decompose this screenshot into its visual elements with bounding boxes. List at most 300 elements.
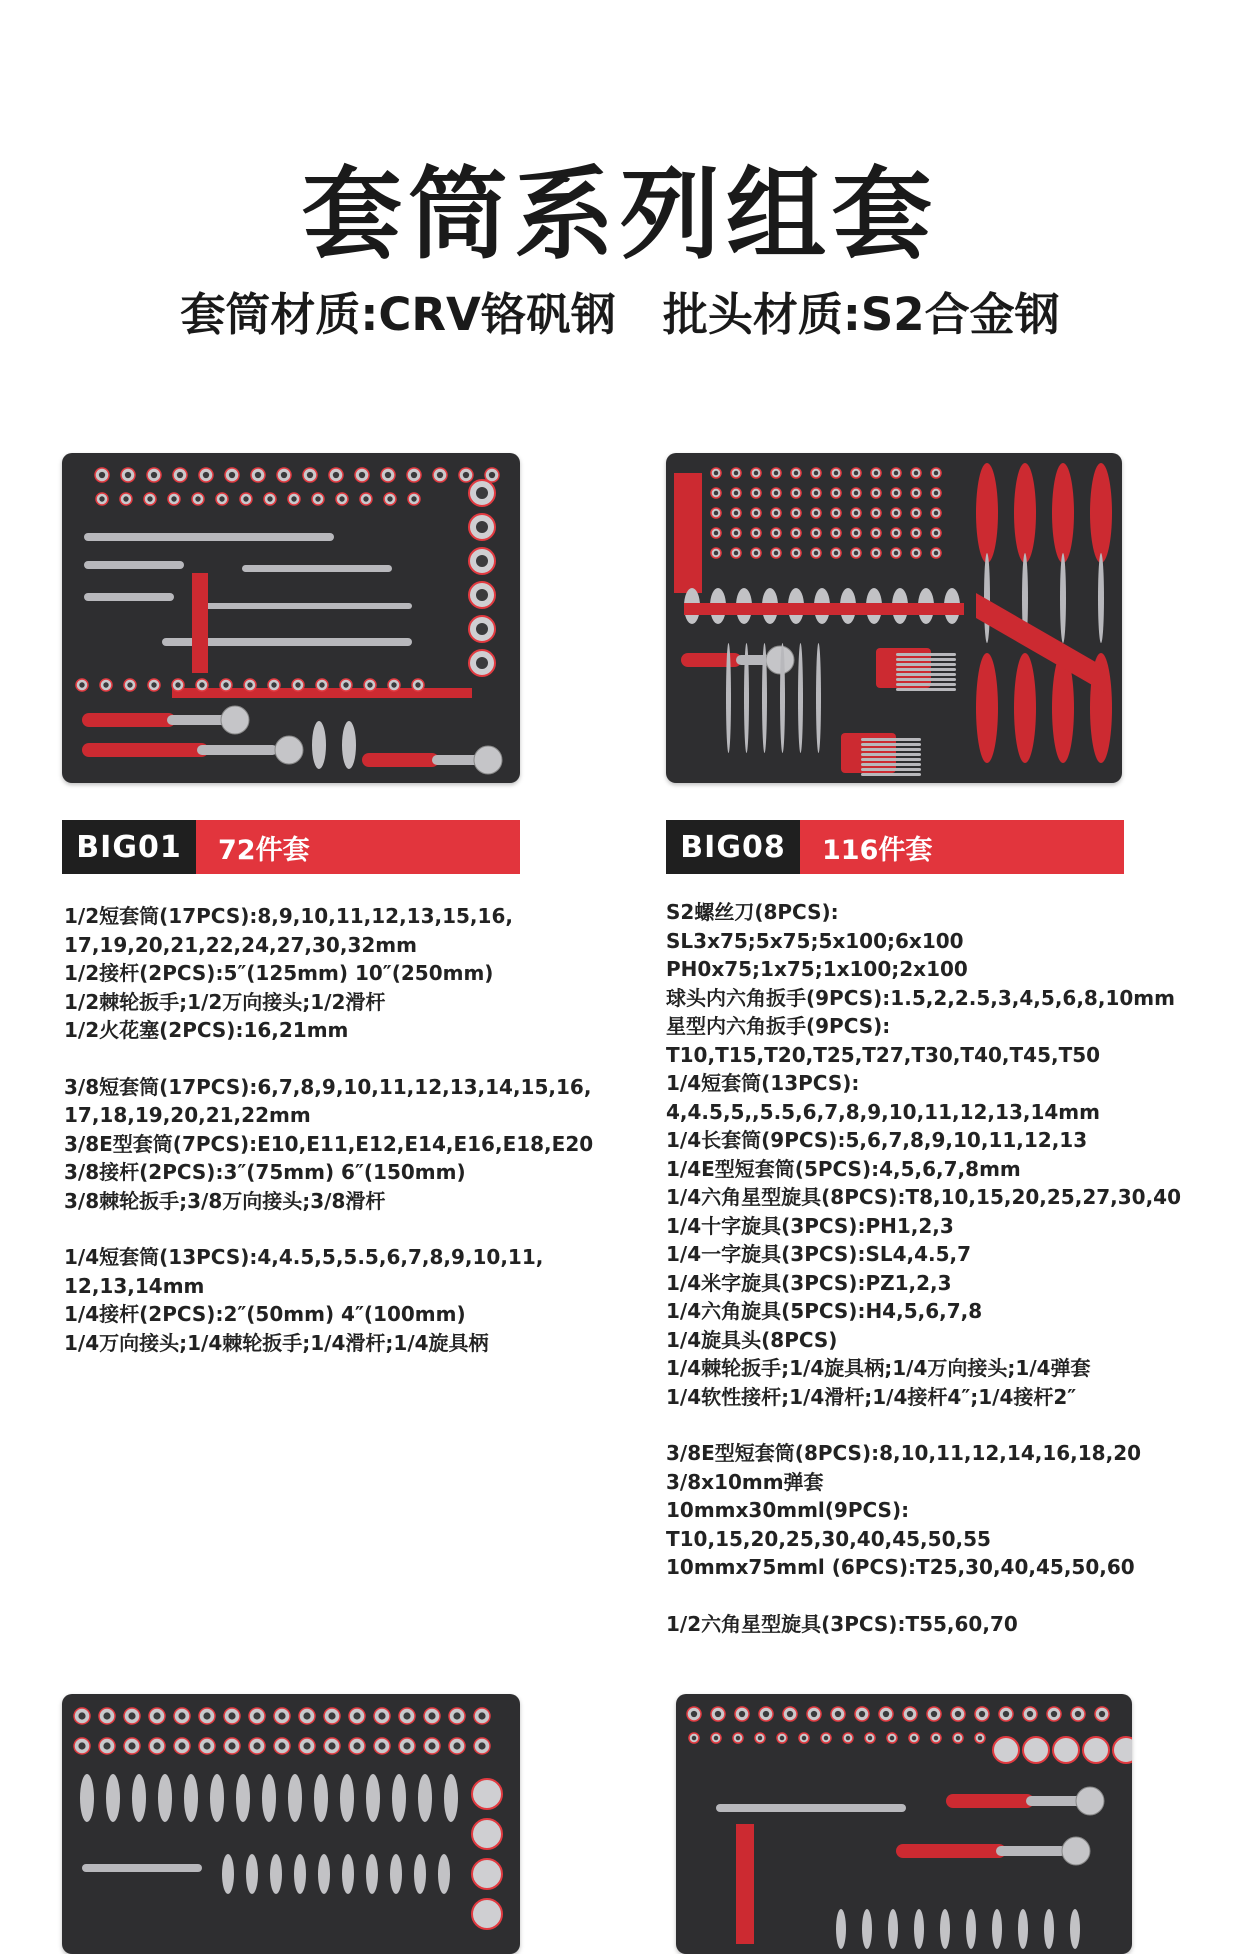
spec-line: 1/4六角旋具(5PCS):H4,5,6,7,8: [666, 1299, 983, 1323]
socket-hole: [255, 472, 261, 478]
socket-hole: [437, 472, 443, 478]
long-socket-icon: [992, 1909, 1002, 1949]
socket-hole: [811, 1711, 817, 1717]
spec-line: 1/4软性接杆;1/4滑杆;1/4接杆4″;1/4接杆2″: [666, 1384, 1077, 1409]
long-socket-icon: [1070, 1909, 1080, 1949]
large-socket-icon: [993, 1737, 1019, 1763]
long-socket-icon: [236, 1774, 250, 1822]
socket-hole: [151, 472, 157, 478]
long-socket-icon: [366, 1774, 380, 1822]
ratchet-handle: [681, 653, 742, 667]
extension-bar: [242, 565, 392, 572]
large-socket-icon: [1113, 1737, 1132, 1763]
spec-line: 1/4米字旋具(3PCS):PZ1,2,3: [666, 1270, 952, 1295]
socket-hole: [854, 491, 859, 496]
socket-hole: [243, 496, 248, 501]
piece-count: 72件套: [196, 820, 520, 874]
socket-hole: [914, 491, 919, 496]
ratchet-handle: [362, 753, 439, 767]
socket-hole: [103, 682, 108, 687]
socket-hole: [476, 521, 488, 533]
socket-hole: [814, 511, 819, 516]
extension-bar: [84, 561, 184, 569]
ratchet-head-icon: [275, 736, 303, 764]
socket-hole: [178, 1742, 185, 1749]
spec-line: 1/2火花塞(2PCS):16,21mm: [64, 1018, 349, 1042]
socket-hole: [291, 496, 296, 501]
socket-hole: [814, 551, 819, 556]
large-socket-icon: [472, 1899, 502, 1929]
socket-hole: [754, 511, 759, 516]
bit-driver-shaft: [816, 643, 821, 753]
spec-line: SL3x75;5x75;5x100;6x100: [666, 928, 964, 953]
spec-line: 星型内六角扳手(9PCS):: [666, 1014, 891, 1038]
socket-hole: [343, 682, 348, 687]
screwdriver-handle: [1090, 463, 1112, 563]
socket-hole: [846, 1736, 851, 1741]
long-socket-icon: [318, 1854, 330, 1894]
spec-line: 1/4E型短套筒(5PCS):4,5,6,7,8mm: [666, 1156, 1021, 1181]
spec-list-big01: [64, 902, 593, 1357]
socket-hole: [894, 531, 899, 536]
socket-hole: [103, 1712, 110, 1719]
long-socket-icon: [288, 1774, 302, 1822]
socket-hole: [934, 491, 939, 496]
long-socket-icon: [390, 1854, 402, 1894]
spec-group-gap: [666, 1411, 1181, 1439]
hex-key: [896, 673, 956, 676]
socket-hole: [476, 487, 488, 499]
large-socket-icon: [472, 1859, 502, 1889]
long-socket-icon: [106, 1774, 120, 1822]
socket-hole: [874, 531, 879, 536]
socket-hole: [177, 472, 183, 478]
socket-hole: [734, 511, 739, 516]
socket-hole: [914, 511, 919, 516]
product-label-big01: [62, 820, 520, 874]
socket-hole: [780, 1736, 785, 1741]
socket-hole: [378, 1712, 385, 1719]
spec-line: 1/2短套筒(17PCS):8,9,10,11,12,13,15,16,: [64, 904, 513, 928]
socket-hole: [934, 471, 939, 476]
socket-hole: [428, 1742, 435, 1749]
hex-key: [861, 748, 921, 751]
socket-hole: [874, 511, 879, 516]
socket-hole: [476, 555, 488, 567]
socket-hole: [247, 682, 252, 687]
long-socket-icon: [270, 1854, 282, 1894]
socket-hole: [228, 1742, 235, 1749]
socket-hole: [854, 551, 859, 556]
socket-hole: [353, 1742, 360, 1749]
hex-key: [861, 763, 921, 766]
ratchet-shaft: [1026, 1796, 1082, 1806]
spark-plug-socket: [312, 721, 326, 769]
spec-line: 1/4六角星型旋具(8PCS):T8,10,15,20,25,27,30,40: [666, 1185, 1182, 1209]
socket-hole: [914, 531, 919, 536]
spec-line: PH0x75;1x75;1x100;2x100: [666, 957, 968, 981]
socket-hole: [128, 1742, 135, 1749]
socket-hole: [890, 1736, 895, 1741]
spec-line: 3/8短套筒(17PCS):6,7,8,9,10,11,12,13,14,15,16,: [64, 1074, 592, 1099]
socket-hole: [359, 472, 365, 478]
large-socket-icon: [1083, 1737, 1109, 1763]
long-socket-icon: [132, 1774, 146, 1822]
bit-driver-shaft: [726, 643, 731, 753]
socket-hole: [834, 551, 839, 556]
socket-hole: [203, 1712, 210, 1719]
socket-hole: [794, 491, 799, 496]
socket-hole: [834, 511, 839, 516]
ratchet-shaft: [197, 745, 278, 755]
socket-hole: [295, 682, 300, 687]
hex-key: [896, 688, 956, 691]
socket-hole: [153, 1712, 160, 1719]
long-socket-icon: [314, 1774, 328, 1822]
screwdriver-shaft: [1060, 553, 1066, 643]
spec-line: T10,T15,T20,T25,T27,T30,T40,T45,T50: [666, 1042, 1101, 1067]
socket-hole: [754, 491, 759, 496]
long-socket-icon: [1044, 1909, 1054, 1949]
large-socket-icon: [472, 1819, 502, 1849]
spec-group-gap: [64, 1215, 593, 1243]
large-socket-icon: [1053, 1737, 1079, 1763]
long-socket-icon: [80, 1774, 94, 1822]
socket-hole: [199, 682, 204, 687]
screwdriver-handle: [976, 653, 998, 763]
screwdriver-shaft: [984, 553, 990, 643]
socket-hole: [278, 1742, 285, 1749]
socket-hole: [391, 682, 396, 687]
socket-hole: [339, 496, 344, 501]
spark-plug-socket: [342, 721, 356, 769]
screwdriver-handle: [1052, 463, 1074, 563]
bit-driver-shaft: [744, 643, 749, 753]
socket-hole: [476, 623, 488, 635]
socket-hole: [378, 1742, 385, 1749]
spec-line: 3/8E型套筒(7PCS):E10,E11,E12,E14,E16,E18,E20: [64, 1131, 594, 1156]
socket-hole: [411, 472, 417, 478]
spec-line: 1/4长套筒(9PCS):5,6,7,8,9,10,11,12,13: [666, 1128, 1088, 1152]
socket-hole: [835, 1711, 841, 1717]
socket-hole: [123, 496, 128, 501]
long-socket-icon: [836, 1909, 846, 1949]
socket-hole: [476, 657, 488, 669]
socket-hole: [203, 1742, 210, 1749]
socket-hole: [1027, 1711, 1033, 1717]
page-title: 套筒系列组套: [302, 156, 938, 273]
long-socket-icon: [414, 1854, 426, 1894]
long-socket-icon: [914, 1909, 924, 1949]
socket-hole: [387, 496, 392, 501]
spec-list-big08: [666, 898, 1181, 1638]
socket-hole: [859, 1711, 865, 1717]
socket-hole: [281, 472, 287, 478]
socket-hole: [489, 472, 495, 478]
socket-hole: [78, 1712, 85, 1719]
socket-hole: [883, 1711, 889, 1717]
long-socket-icon: [158, 1774, 172, 1822]
socket-hole: [934, 1736, 939, 1741]
long-socket-icon: [222, 1854, 234, 1894]
socket-hole: [253, 1712, 260, 1719]
long-socket-icon: [340, 1774, 354, 1822]
socket-hole: [99, 472, 105, 478]
socket-hole: [934, 551, 939, 556]
socket-hole: [734, 551, 739, 556]
long-socket-icon: [1018, 1909, 1028, 1949]
bit-driver-shaft: [798, 643, 803, 753]
long-socket-icon: [418, 1774, 432, 1822]
hex-key: [896, 653, 956, 656]
long-socket-icon: [184, 1774, 198, 1822]
socket-hole: [814, 491, 819, 496]
socket-hole: [223, 682, 228, 687]
hex-key: [861, 753, 921, 756]
extension-bar: [82, 1864, 202, 1872]
socket-hole: [151, 682, 156, 687]
ratchet-head-icon: [1062, 1837, 1090, 1865]
socket-hole: [894, 471, 899, 476]
socket-hole: [228, 1712, 235, 1719]
socket-hole: [802, 1736, 807, 1741]
spec-line: S2螺丝刀(8PCS):: [666, 900, 839, 924]
socket-hole: [1075, 1711, 1081, 1717]
socket-hole: [774, 511, 779, 516]
socket-hole: [153, 1742, 160, 1749]
spec-line: 1/4短套筒(13PCS):: [666, 1071, 860, 1095]
socket-hole: [774, 471, 779, 476]
socket-hole: [478, 1742, 485, 1749]
socket-hole: [824, 1736, 829, 1741]
socket-hole: [955, 1711, 961, 1717]
ratchet-handle: [82, 743, 209, 757]
screwdriver-handle: [1014, 463, 1036, 563]
socket-hole: [1099, 1711, 1105, 1717]
product-image-big01: [62, 453, 520, 783]
long-socket-icon: [966, 1909, 976, 1949]
long-socket-icon: [210, 1774, 224, 1822]
socket-hole: [253, 1742, 260, 1749]
socket-hole: [315, 496, 320, 501]
hex-key: [896, 668, 956, 671]
socket-hole: [758, 1736, 763, 1741]
socket-hole: [739, 1711, 745, 1717]
socket-hole: [385, 472, 391, 478]
socket-hole: [363, 496, 368, 501]
long-socket-icon: [262, 1774, 276, 1822]
socket-hole: [453, 1712, 460, 1719]
socket-hole: [774, 531, 779, 536]
socket-hole: [714, 531, 719, 536]
long-socket-icon: [246, 1854, 258, 1894]
socket-hole: [307, 472, 313, 478]
tool-tray-illustration: [62, 453, 520, 783]
socket-hole: [303, 1712, 310, 1719]
socket-hole: [854, 471, 859, 476]
long-socket-icon: [940, 1909, 950, 1949]
socket-hole: [794, 551, 799, 556]
hex-key: [896, 683, 956, 686]
screwdriver-handle: [976, 463, 998, 563]
spec-line: 1/2接杆(2PCS):5″(125mm) 10″(250mm): [64, 961, 494, 985]
socket-hole: [267, 496, 272, 501]
socket-hole: [171, 496, 176, 501]
socket-hole: [894, 551, 899, 556]
socket-hole: [453, 1742, 460, 1749]
long-socket-icon: [888, 1909, 898, 1949]
socket-hole: [914, 471, 919, 476]
long-socket-icon: [392, 1774, 406, 1822]
socket-hole: [353, 1712, 360, 1719]
socket-hole: [754, 531, 759, 536]
tool-tray-illustration: [666, 453, 1122, 783]
socket-hole: [403, 1712, 410, 1719]
socket-hole: [834, 491, 839, 496]
spec-line: 3/8E型短套筒(8PCS):8,10,11,12,14,16,18,20: [666, 1441, 1142, 1465]
tool-tray-illustration: [62, 1694, 520, 1954]
socket-hole: [328, 1712, 335, 1719]
socket-hole: [874, 471, 879, 476]
socket-hole: [894, 511, 899, 516]
socket-hole: [692, 1736, 697, 1741]
socket-hole: [714, 551, 719, 556]
spec-line: 1/2棘轮扳手;1/2万向接头;1/2滑杆: [64, 989, 386, 1014]
ratchet-handle: [946, 1794, 1034, 1808]
hex-key: [861, 738, 921, 741]
long-socket-icon: [342, 1854, 354, 1894]
spec-line: 3/8棘轮扳手;3/8万向接头;3/8滑杆: [64, 1188, 386, 1213]
red-holder: [736, 1824, 754, 1944]
socket-hole: [931, 1711, 937, 1717]
socket-hole: [934, 531, 939, 536]
ratchet-head-icon: [474, 746, 502, 774]
spec-line: 10mmx30mml(9PCS):: [666, 1498, 910, 1522]
red-holder: [674, 473, 702, 593]
long-socket-icon: [444, 1774, 458, 1822]
socket-hole: [914, 551, 919, 556]
hex-key: [896, 658, 956, 661]
socket-hole: [715, 1711, 721, 1717]
sliding-t-bar: [192, 603, 412, 609]
socket-hole: [734, 471, 739, 476]
screwdriver-handle: [1014, 653, 1036, 763]
socket-hole: [128, 1712, 135, 1719]
socket-hole: [774, 551, 779, 556]
socket-hole: [476, 589, 488, 601]
bit-driver-shaft: [762, 643, 767, 753]
socket-hole: [278, 1712, 285, 1719]
tool-tray-illustration: [676, 1694, 1132, 1954]
socket-hole: [754, 471, 759, 476]
socket-hole: [714, 491, 719, 496]
socket-hole: [478, 1712, 485, 1719]
long-socket-icon: [862, 1909, 872, 1949]
socket-hole: [912, 1736, 917, 1741]
socket-hole: [1003, 1711, 1009, 1717]
socket-hole: [415, 682, 420, 687]
spec-line: 1/2六角星型旋具(3PCS):T55,60,70: [666, 1611, 1018, 1636]
long-socket-icon: [294, 1854, 306, 1894]
socket-hole: [78, 1742, 85, 1749]
socket-hole: [834, 531, 839, 536]
extension-bar: [84, 533, 334, 541]
spec-line: 17,19,20,21,22,24,27,30,32mm: [64, 932, 417, 957]
spec-line: 12,13,14mm: [64, 1273, 205, 1298]
ratchet-shaft: [996, 1846, 1066, 1856]
long-socket-icon: [366, 1854, 378, 1894]
socket-hole: [978, 1736, 983, 1741]
socket-hole: [894, 491, 899, 496]
socket-hole: [763, 1711, 769, 1717]
socket-hole: [754, 551, 759, 556]
socket-hole: [814, 531, 819, 536]
hex-key: [861, 768, 921, 771]
spec-group-gap: [64, 1045, 593, 1073]
socket-hole: [794, 471, 799, 476]
socket-hole: [736, 1736, 741, 1741]
socket-hole: [734, 531, 739, 536]
socket-hole: [103, 1742, 110, 1749]
socket-hole: [854, 511, 859, 516]
socket-hole: [125, 472, 131, 478]
socket-hole: [178, 1712, 185, 1719]
red-holder: [684, 603, 964, 615]
hex-key: [861, 743, 921, 746]
socket-hole: [195, 496, 200, 501]
spec-line: 1/4接杆(2PCS):2″(50mm) 4″(100mm): [64, 1302, 466, 1326]
spec-line: 球头内六角扳手(9PCS):1.5,2,2.5,3,4,5,6,8,10mm: [666, 985, 1175, 1010]
product-code: BIG08: [666, 820, 800, 874]
socket-hole: [787, 1711, 793, 1717]
socket-hole: [203, 472, 209, 478]
socket-hole: [814, 471, 819, 476]
spec-line: 1/4十字旋具(3PCS):PH1,2,3: [666, 1213, 954, 1238]
product-label-big08: [666, 820, 1124, 874]
spec-line: 1/4短套筒(13PCS):4,4.5,5,5.5,6,7,8,9,10,11,: [64, 1245, 544, 1269]
large-socket-icon: [1023, 1737, 1049, 1763]
socket-hole: [1051, 1711, 1057, 1717]
socket-hole: [714, 471, 719, 476]
ratchet-head-icon: [1076, 1787, 1104, 1815]
spec-line: T10,15,20,25,30,40,45,50,55: [666, 1526, 991, 1551]
large-socket-icon: [472, 1779, 502, 1809]
spec-line: 3/8x10mm弹套: [666, 1469, 824, 1494]
socket-hole: [229, 472, 235, 478]
product-image-lower-left: [62, 1694, 520, 1954]
socket-hole: [147, 496, 152, 501]
spec-line: 4,4.5,5,,5.5,6,7,8,9,10,11,12,13,14mm: [666, 1099, 1100, 1124]
ratchet-handle: [82, 713, 176, 727]
socket-hole: [328, 1742, 335, 1749]
piece-count: 116件套: [800, 820, 1124, 874]
product-image-big08: [666, 453, 1122, 783]
spec-line: 1/4一字旋具(3PCS):SL4,4.5,7: [666, 1242, 972, 1266]
screwdriver-shaft: [1098, 553, 1104, 643]
spec-group-gap: [666, 1582, 1181, 1610]
spec-line: 1/4万向接头;1/4棘轮扳手;1/4滑杆;1/4旋具柄: [64, 1330, 489, 1355]
socket-hole: [907, 1711, 913, 1717]
socket-hole: [874, 551, 879, 556]
spec-line: 3/8接杆(2PCS):3″(75mm) 6″(150mm): [64, 1160, 466, 1184]
red-holder: [192, 573, 208, 673]
extension-bar: [716, 1804, 906, 1812]
socket-hole: [714, 1736, 719, 1741]
long-socket-icon: [438, 1854, 450, 1894]
socket-hole: [79, 682, 84, 687]
ratchet-handle: [896, 1844, 1006, 1858]
hex-key: [861, 758, 921, 761]
